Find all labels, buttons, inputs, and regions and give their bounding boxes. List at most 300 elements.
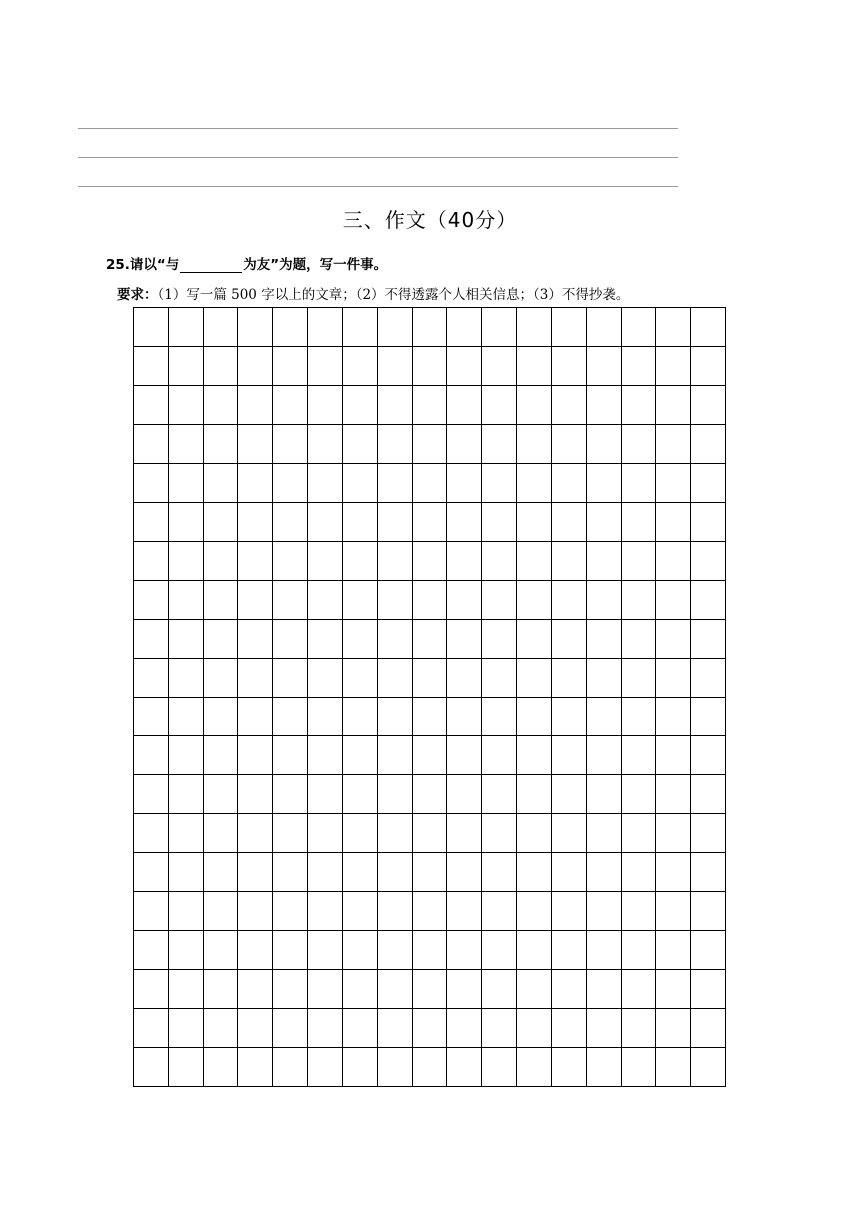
- grid-cell[interactable]: [517, 814, 552, 853]
- grid-cell[interactable]: [169, 659, 204, 698]
- grid-cell[interactable]: [622, 814, 657, 853]
- grid-cell[interactable]: [447, 386, 482, 425]
- grid-cell[interactable]: [656, 386, 691, 425]
- grid-cell[interactable]: [134, 347, 169, 386]
- grid-cell[interactable]: [517, 542, 552, 581]
- grid-cell[interactable]: [413, 659, 448, 698]
- grid-cell[interactable]: [622, 620, 657, 659]
- grid-cell[interactable]: [134, 814, 169, 853]
- grid-cell[interactable]: [552, 1009, 587, 1048]
- grid-cell[interactable]: [517, 1048, 552, 1087]
- grid-cell[interactable]: [204, 659, 239, 698]
- grid-cell[interactable]: [656, 775, 691, 814]
- grid-cell[interactable]: [552, 970, 587, 1009]
- grid-cell[interactable]: [482, 775, 517, 814]
- grid-cell[interactable]: [378, 620, 413, 659]
- grid-cell[interactable]: [587, 1009, 622, 1048]
- grid-cell[interactable]: [204, 1048, 239, 1087]
- grid-cell[interactable]: [691, 892, 726, 931]
- grid-cell[interactable]: [134, 659, 169, 698]
- grid-cell[interactable]: [204, 542, 239, 581]
- grid-cell[interactable]: [343, 1009, 378, 1048]
- grid-cell[interactable]: [378, 347, 413, 386]
- grid-cell[interactable]: [656, 620, 691, 659]
- grid-cell[interactable]: [482, 425, 517, 464]
- grid-cell[interactable]: [552, 853, 587, 892]
- grid-cell[interactable]: [134, 892, 169, 931]
- grid-cell[interactable]: [517, 1009, 552, 1048]
- grid-cell[interactable]: [552, 347, 587, 386]
- grid-cell[interactable]: [273, 970, 308, 1009]
- grid-cell[interactable]: [343, 542, 378, 581]
- grid-cell[interactable]: [447, 698, 482, 737]
- grid-cell[interactable]: [308, 503, 343, 542]
- grid-cell[interactable]: [343, 386, 378, 425]
- grid-cell[interactable]: [482, 853, 517, 892]
- grid-cell[interactable]: [273, 659, 308, 698]
- grid-cell[interactable]: [587, 425, 622, 464]
- grid-cell[interactable]: [273, 464, 308, 503]
- grid-cell[interactable]: [691, 736, 726, 775]
- grid-cell[interactable]: [273, 775, 308, 814]
- grid-cell[interactable]: [204, 620, 239, 659]
- grid-cell[interactable]: [413, 620, 448, 659]
- grid-cell[interactable]: [378, 931, 413, 970]
- grid-cell[interactable]: [273, 503, 308, 542]
- grid-cell[interactable]: [204, 931, 239, 970]
- grid-cell[interactable]: [204, 970, 239, 1009]
- grid-cell[interactable]: [308, 386, 343, 425]
- grid-cell[interactable]: [273, 931, 308, 970]
- grid-cell[interactable]: [204, 1009, 239, 1048]
- grid-cell[interactable]: [413, 347, 448, 386]
- grid-cell[interactable]: [552, 620, 587, 659]
- grid-cell[interactable]: [587, 970, 622, 1009]
- grid-cell[interactable]: [691, 1048, 726, 1087]
- grid-cell[interactable]: [343, 503, 378, 542]
- grid-cell[interactable]: [238, 542, 273, 581]
- grid-cell[interactable]: [552, 892, 587, 931]
- grid-cell[interactable]: [378, 386, 413, 425]
- grid-cell[interactable]: [517, 386, 552, 425]
- grid-cell[interactable]: [552, 503, 587, 542]
- grid-cell[interactable]: [343, 620, 378, 659]
- grid-cell[interactable]: [517, 308, 552, 347]
- grid-cell[interactable]: [378, 736, 413, 775]
- grid-cell[interactable]: [413, 1048, 448, 1087]
- grid-cell[interactable]: [413, 464, 448, 503]
- grid-cell[interactable]: [413, 581, 448, 620]
- grid-cell[interactable]: [169, 970, 204, 1009]
- grid-cell[interactable]: [413, 1009, 448, 1048]
- grid-cell[interactable]: [343, 1048, 378, 1087]
- grid-cell[interactable]: [552, 698, 587, 737]
- grid-cell[interactable]: [622, 542, 657, 581]
- grid-cell[interactable]: [447, 970, 482, 1009]
- grid-cell[interactable]: [308, 1009, 343, 1048]
- grid-cell[interactable]: [691, 620, 726, 659]
- grid-cell[interactable]: [517, 698, 552, 737]
- grid-cell[interactable]: [691, 775, 726, 814]
- grid-cell[interactable]: [308, 892, 343, 931]
- grid-cell[interactable]: [204, 853, 239, 892]
- grid-cell[interactable]: [622, 1009, 657, 1048]
- grid-cell[interactable]: [552, 542, 587, 581]
- grid-cell[interactable]: [308, 659, 343, 698]
- grid-cell[interactable]: [691, 503, 726, 542]
- grid-cell[interactable]: [378, 853, 413, 892]
- grid-cell[interactable]: [656, 425, 691, 464]
- grid-cell[interactable]: [656, 970, 691, 1009]
- grid-cell[interactable]: [552, 736, 587, 775]
- grid-cell[interactable]: [413, 425, 448, 464]
- grid-cell[interactable]: [552, 464, 587, 503]
- grid-cell[interactable]: [343, 308, 378, 347]
- grid-cell[interactable]: [308, 347, 343, 386]
- grid-cell[interactable]: [308, 736, 343, 775]
- grid-cell[interactable]: [169, 775, 204, 814]
- grid-cell[interactable]: [552, 931, 587, 970]
- grid-cell[interactable]: [622, 775, 657, 814]
- grid-cell[interactable]: [273, 581, 308, 620]
- grid-cell[interactable]: [447, 347, 482, 386]
- grid-cell[interactable]: [622, 931, 657, 970]
- grid-cell[interactable]: [308, 970, 343, 1009]
- grid-cell[interactable]: [656, 892, 691, 931]
- grid-cell[interactable]: [656, 698, 691, 737]
- grid-cell[interactable]: [169, 347, 204, 386]
- grid-cell[interactable]: [482, 503, 517, 542]
- grid-cell[interactable]: [413, 892, 448, 931]
- grid-cell[interactable]: [204, 464, 239, 503]
- grid-cell[interactable]: [238, 1048, 273, 1087]
- grid-cell[interactable]: [482, 659, 517, 698]
- grid-cell[interactable]: [238, 386, 273, 425]
- grid-cell[interactable]: [447, 931, 482, 970]
- grid-cell[interactable]: [622, 853, 657, 892]
- grid-cell[interactable]: [134, 698, 169, 737]
- grid-cell[interactable]: [169, 308, 204, 347]
- grid-cell[interactable]: [238, 814, 273, 853]
- grid-cell[interactable]: [447, 620, 482, 659]
- grid-cell[interactable]: [482, 620, 517, 659]
- grid-cell[interactable]: [517, 503, 552, 542]
- grid-cell[interactable]: [587, 542, 622, 581]
- grid-cell[interactable]: [378, 775, 413, 814]
- grid-cell[interactable]: [447, 1048, 482, 1087]
- grid-cell[interactable]: [691, 814, 726, 853]
- grid-cell[interactable]: [656, 736, 691, 775]
- grid-cell[interactable]: [343, 698, 378, 737]
- grid-cell[interactable]: [517, 931, 552, 970]
- grid-cell[interactable]: [169, 931, 204, 970]
- grid-cell[interactable]: [587, 386, 622, 425]
- grid-cell[interactable]: [343, 425, 378, 464]
- grid-cell[interactable]: [587, 347, 622, 386]
- grid-cell[interactable]: [447, 892, 482, 931]
- grid-cell[interactable]: [343, 814, 378, 853]
- grid-cell[interactable]: [169, 620, 204, 659]
- grid-cell[interactable]: [238, 308, 273, 347]
- grid-cell[interactable]: [378, 425, 413, 464]
- grid-cell[interactable]: [378, 659, 413, 698]
- grid-cell[interactable]: [134, 503, 169, 542]
- grid-cell[interactable]: [622, 659, 657, 698]
- grid-cell[interactable]: [134, 308, 169, 347]
- grid-cell[interactable]: [622, 425, 657, 464]
- grid-cell[interactable]: [134, 581, 169, 620]
- grid-cell[interactable]: [343, 347, 378, 386]
- grid-cell[interactable]: [482, 308, 517, 347]
- grid-cell[interactable]: [308, 308, 343, 347]
- grid-cell[interactable]: [691, 464, 726, 503]
- grid-cell[interactable]: [482, 1009, 517, 1048]
- grid-cell[interactable]: [308, 775, 343, 814]
- grid-cell[interactable]: [552, 386, 587, 425]
- grid-cell[interactable]: [517, 970, 552, 1009]
- grid-cell[interactable]: [552, 659, 587, 698]
- grid-cell[interactable]: [482, 736, 517, 775]
- grid-cell[interactable]: [587, 853, 622, 892]
- grid-cell[interactable]: [169, 464, 204, 503]
- grid-cell[interactable]: [587, 620, 622, 659]
- grid-cell[interactable]: [378, 542, 413, 581]
- grid-cell[interactable]: [238, 970, 273, 1009]
- grid-cell[interactable]: [622, 386, 657, 425]
- grid-cell[interactable]: [622, 464, 657, 503]
- grid-cell[interactable]: [447, 736, 482, 775]
- grid-cell[interactable]: [378, 814, 413, 853]
- grid-cell[interactable]: [587, 503, 622, 542]
- grid-cell[interactable]: [238, 853, 273, 892]
- grid-cell[interactable]: [169, 698, 204, 737]
- grid-cell[interactable]: [656, 659, 691, 698]
- grid-cell[interactable]: [517, 347, 552, 386]
- grid-cell[interactable]: [552, 308, 587, 347]
- grid-cell[interactable]: [447, 814, 482, 853]
- grid-cell[interactable]: [134, 464, 169, 503]
- grid-cell[interactable]: [308, 853, 343, 892]
- grid-cell[interactable]: [134, 931, 169, 970]
- grid-cell[interactable]: [587, 698, 622, 737]
- grid-cell[interactable]: [378, 503, 413, 542]
- grid-cell[interactable]: [587, 1048, 622, 1087]
- grid-cell[interactable]: [204, 347, 239, 386]
- grid-cell[interactable]: [343, 853, 378, 892]
- grid-cell[interactable]: [204, 308, 239, 347]
- grid-cell[interactable]: [204, 814, 239, 853]
- grid-cell[interactable]: [691, 386, 726, 425]
- grid-cell[interactable]: [517, 620, 552, 659]
- grid-cell[interactable]: [238, 464, 273, 503]
- grid-cell[interactable]: [482, 698, 517, 737]
- grid-cell[interactable]: [413, 698, 448, 737]
- grid-cell[interactable]: [552, 1048, 587, 1087]
- grid-cell[interactable]: [622, 581, 657, 620]
- grid-cell[interactable]: [204, 698, 239, 737]
- grid-cell[interactable]: [691, 698, 726, 737]
- grid-cell[interactable]: [169, 581, 204, 620]
- grid-cell[interactable]: [238, 425, 273, 464]
- grid-cell[interactable]: [169, 736, 204, 775]
- grid-cell[interactable]: [413, 542, 448, 581]
- grid-cell[interactable]: [134, 1048, 169, 1087]
- grid-cell[interactable]: [413, 853, 448, 892]
- grid-cell[interactable]: [482, 581, 517, 620]
- grid-cell[interactable]: [691, 581, 726, 620]
- grid-cell[interactable]: [273, 698, 308, 737]
- grid-cell[interactable]: [378, 308, 413, 347]
- grid-cell[interactable]: [273, 542, 308, 581]
- grid-cell[interactable]: [587, 464, 622, 503]
- grid-cell[interactable]: [482, 931, 517, 970]
- grid-cell[interactable]: [134, 775, 169, 814]
- grid-cell[interactable]: [587, 308, 622, 347]
- grid-cell[interactable]: [343, 775, 378, 814]
- grid-cell[interactable]: [204, 892, 239, 931]
- grid-cell[interactable]: [656, 503, 691, 542]
- grid-cell[interactable]: [134, 1009, 169, 1048]
- grid-cell[interactable]: [691, 308, 726, 347]
- grid-cell[interactable]: [273, 308, 308, 347]
- grid-cell[interactable]: [587, 931, 622, 970]
- grid-cell[interactable]: [447, 503, 482, 542]
- grid-cell[interactable]: [378, 698, 413, 737]
- grid-cell[interactable]: [238, 931, 273, 970]
- grid-cell[interactable]: [517, 581, 552, 620]
- grid-cell[interactable]: [691, 542, 726, 581]
- grid-cell[interactable]: [169, 542, 204, 581]
- grid-cell[interactable]: [552, 425, 587, 464]
- grid-cell[interactable]: [587, 659, 622, 698]
- grid-cell[interactable]: [134, 736, 169, 775]
- grid-cell[interactable]: [308, 814, 343, 853]
- grid-cell[interactable]: [517, 853, 552, 892]
- grid-cell[interactable]: [656, 853, 691, 892]
- grid-cell[interactable]: [656, 581, 691, 620]
- grid-cell[interactable]: [622, 1048, 657, 1087]
- grid-cell[interactable]: [169, 503, 204, 542]
- grid-cell[interactable]: [308, 425, 343, 464]
- grid-cell[interactable]: [273, 425, 308, 464]
- grid-cell[interactable]: [238, 659, 273, 698]
- grid-cell[interactable]: [517, 892, 552, 931]
- grid-cell[interactable]: [308, 620, 343, 659]
- grid-cell[interactable]: [134, 542, 169, 581]
- grid-cell[interactable]: [378, 970, 413, 1009]
- grid-cell[interactable]: [204, 425, 239, 464]
- grid-cell[interactable]: [622, 698, 657, 737]
- grid-cell[interactable]: [134, 853, 169, 892]
- grid-cell[interactable]: [656, 542, 691, 581]
- grid-cell[interactable]: [482, 386, 517, 425]
- grid-cell[interactable]: [447, 542, 482, 581]
- grid-cell[interactable]: [378, 581, 413, 620]
- grid-cell[interactable]: [238, 347, 273, 386]
- grid-cell[interactable]: [656, 931, 691, 970]
- grid-cell[interactable]: [308, 931, 343, 970]
- grid-cell[interactable]: [447, 853, 482, 892]
- grid-cell[interactable]: [308, 542, 343, 581]
- grid-cell[interactable]: [447, 775, 482, 814]
- grid-cell[interactable]: [238, 581, 273, 620]
- grid-cell[interactable]: [273, 1009, 308, 1048]
- grid-cell[interactable]: [343, 736, 378, 775]
- grid-cell[interactable]: [378, 464, 413, 503]
- grid-cell[interactable]: [169, 814, 204, 853]
- grid-cell[interactable]: [587, 736, 622, 775]
- grid-cell[interactable]: [656, 308, 691, 347]
- grid-cell[interactable]: [656, 814, 691, 853]
- grid-cell[interactable]: [343, 931, 378, 970]
- grid-cell[interactable]: [447, 581, 482, 620]
- grid-cell[interactable]: [517, 425, 552, 464]
- grid-cell[interactable]: [273, 1048, 308, 1087]
- grid-cell[interactable]: [413, 736, 448, 775]
- grid-cell[interactable]: [134, 970, 169, 1009]
- grid-cell[interactable]: [622, 503, 657, 542]
- grid-cell[interactable]: [482, 1048, 517, 1087]
- grid-cell[interactable]: [343, 892, 378, 931]
- grid-cell[interactable]: [587, 581, 622, 620]
- grid-cell[interactable]: [169, 1009, 204, 1048]
- grid-cell[interactable]: [691, 970, 726, 1009]
- grid-cell[interactable]: [413, 308, 448, 347]
- grid-cell[interactable]: [343, 659, 378, 698]
- grid-cell[interactable]: [482, 892, 517, 931]
- grid-cell[interactable]: [308, 698, 343, 737]
- grid-cell[interactable]: [447, 1009, 482, 1048]
- grid-cell[interactable]: [238, 620, 273, 659]
- grid-cell[interactable]: [656, 464, 691, 503]
- grid-cell[interactable]: [343, 581, 378, 620]
- grid-cell[interactable]: [204, 736, 239, 775]
- grid-cell[interactable]: [238, 503, 273, 542]
- grid-cell[interactable]: [308, 1048, 343, 1087]
- grid-cell[interactable]: [587, 775, 622, 814]
- grid-cell[interactable]: [691, 425, 726, 464]
- grid-cell[interactable]: [169, 892, 204, 931]
- grid-cell[interactable]: [273, 814, 308, 853]
- grid-cell[interactable]: [622, 347, 657, 386]
- grid-cell[interactable]: [413, 503, 448, 542]
- grid-cell[interactable]: [308, 581, 343, 620]
- grid-cell[interactable]: [413, 931, 448, 970]
- grid-cell[interactable]: [169, 1048, 204, 1087]
- grid-cell[interactable]: [622, 970, 657, 1009]
- grid-cell[interactable]: [273, 853, 308, 892]
- grid-cell[interactable]: [482, 347, 517, 386]
- grid-cell[interactable]: [517, 736, 552, 775]
- grid-cell[interactable]: [517, 464, 552, 503]
- grid-cell[interactable]: [517, 775, 552, 814]
- grid-cell[interactable]: [691, 347, 726, 386]
- grid-cell[interactable]: [378, 892, 413, 931]
- grid-cell[interactable]: [134, 620, 169, 659]
- grid-cell[interactable]: [552, 775, 587, 814]
- grid-cell[interactable]: [238, 892, 273, 931]
- grid-cell[interactable]: [169, 386, 204, 425]
- grid-cell[interactable]: [378, 1048, 413, 1087]
- grid-cell[interactable]: [413, 814, 448, 853]
- grid-cell[interactable]: [238, 1009, 273, 1048]
- grid-cell[interactable]: [691, 659, 726, 698]
- grid-cell[interactable]: [273, 620, 308, 659]
- grid-cell[interactable]: [587, 892, 622, 931]
- grid-cell[interactable]: [238, 775, 273, 814]
- grid-cell[interactable]: [238, 736, 273, 775]
- grid-cell[interactable]: [273, 892, 308, 931]
